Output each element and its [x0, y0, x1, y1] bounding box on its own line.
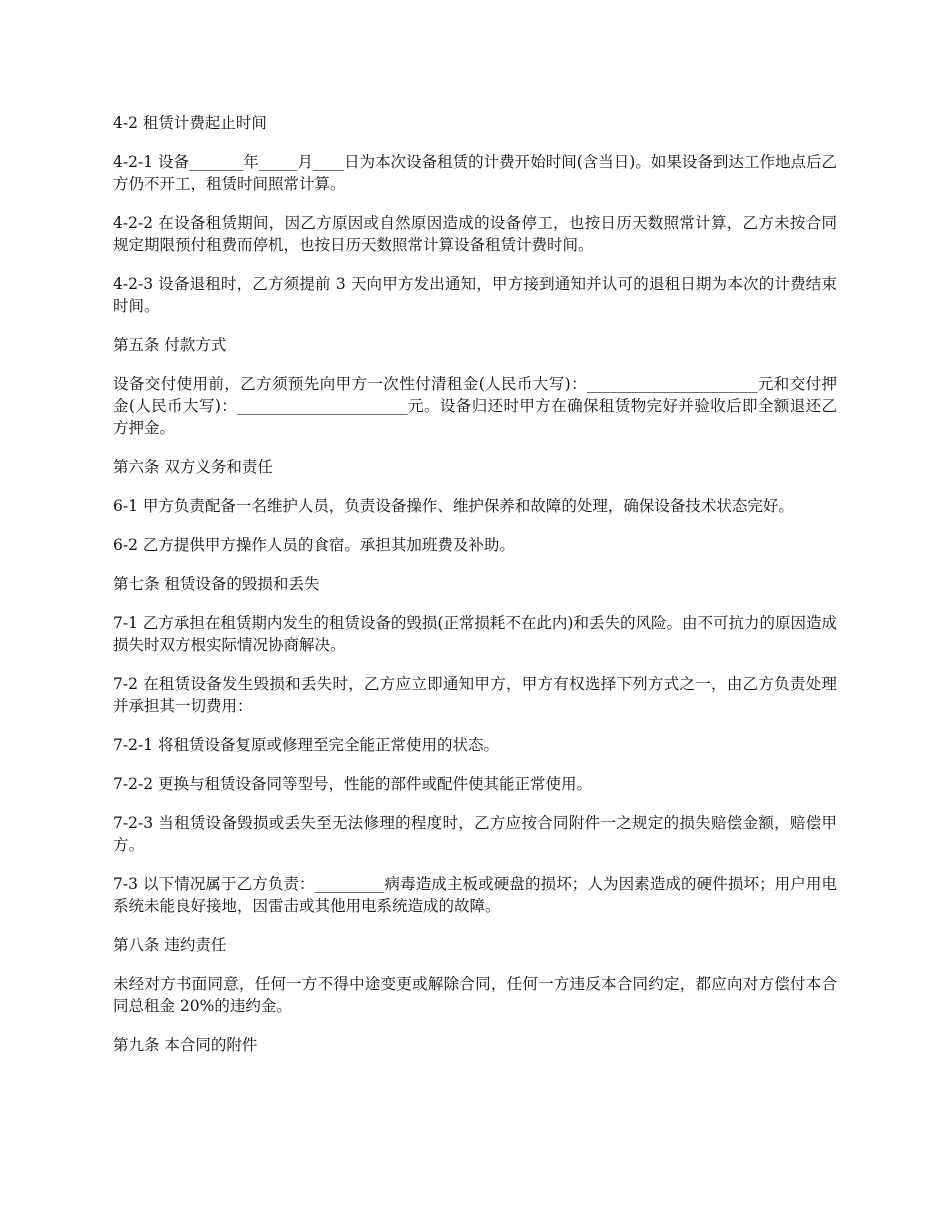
- section-heading-4-2: 4-2 租赁计费起止时间: [113, 114, 267, 132]
- article-5-heading: 第五条 付款方式: [113, 336, 227, 354]
- clause-4-2-3: 4-2-3 设备退租时，乙方须提前 3 天向甲方发出通知，甲方接到通知并认可的退租日期为本次的计费结束时间。: [113, 275, 837, 315]
- clause-6-1: 6-1 甲方负责配备一名维护人员，负责设备操作、维护保养和故障的处理，确保设备技术状态完好。: [113, 497, 794, 515]
- clause-4-2-2: 4-2-2 在设备租赁期间，因乙方原因或自然原因造成的设备停工，也按日历天数照常计算，乙方未按合同规定期限预付租费而停机，也按日历天数照常计算设备租赁计费时间。: [113, 214, 837, 254]
- document-body: [113, 112, 837, 1073]
- article-7-heading: 第七条 租赁设备的毁损和丢失: [113, 575, 320, 593]
- clause-7-2-2: 7-2-2 更换与租赁设备同等型号，性能的部件或配件使其能正常使用。: [113, 775, 592, 793]
- article-5-payment-text: 设备交付使用前，乙方须预先向甲方一次性付清租金(人民币大写)：______________________元和交付押金(人民币大写)：______________________元。设备归还时甲方在确保租赁物完好并验收后即全额退还乙方押金。: [113, 375, 837, 437]
- clause-7-2-1: 7-2-1 将租赁设备复原或修理至完全能正常使用的状态。: [113, 736, 499, 754]
- clause-7-3: 7-3 以下情况属于乙方负责：_________病毒造成主板或硬盘的损坏；人为因素造成的硬件损坏；用户用电系统未能良好接地，因雷击或其他用电系统造成的故障。: [113, 875, 837, 915]
- clause-7-2: 7-2 在租赁设备发生毁损和丢失时，乙方应立即通知甲方，甲方有权选择下列方式之一，由乙方负责处理并承担其一切费用：: [113, 675, 837, 715]
- article-8-heading: 第八条 违约责任: [113, 936, 227, 954]
- clause-7-1: 7-1 乙方承担在租赁期内发生的租赁设备的毁损(正常损耗不在此内)和丢失的风险。由不可抗力的原因造成损失时双方根实际情况协商解决。: [113, 614, 837, 654]
- clause-7-2-3: 7-2-3 当租赁设备毁损或丢失至无法修理的程度时，乙方应按合同附件一之规定的损失赔偿金额，赔偿甲方。: [113, 814, 837, 854]
- article-9-heading: 第九条 本合同的附件: [113, 1036, 258, 1054]
- article-8-text: 未经对方书面同意，任何一方不得中途变更或解除合同，任何一方违反本合同约定，都应向对方偿付本合同总租金 20%的违约金。: [113, 975, 837, 1015]
- article-6-heading: 第六条 双方义务和责任: [113, 458, 273, 476]
- clause-4-2-1: 4-2-1 设备_______年_____月____日为本次设备租赁的计费开始时间(含当日)。如果设备到达工作地点后乙方仍不开工，租赁时间照常计算。: [113, 153, 837, 193]
- clause-6-2: 6-2 乙方提供甲方操作人员的食宿。承担其加班费及补助。: [113, 536, 515, 554]
